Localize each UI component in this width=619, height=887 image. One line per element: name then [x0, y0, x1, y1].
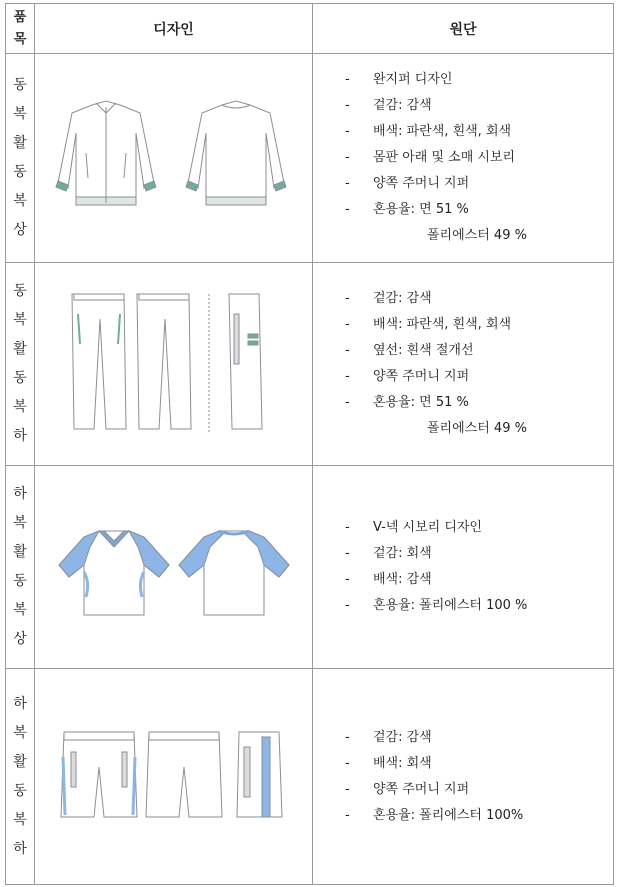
- item-char: 복: [13, 811, 27, 828]
- spec-continuation: 폴리에스터 49 %: [427, 421, 527, 436]
- item-label: [6, 669, 35, 885]
- item-char: 복: [13, 193, 27, 209]
- spec-item: [345, 390, 613, 416]
- spec-text: 몸판 아래 및 소매 시보리: [373, 150, 516, 165]
- bullet-dash: -: [345, 124, 350, 139]
- spec-item: [345, 515, 613, 541]
- fabric-cell: [313, 54, 614, 263]
- item-label: [6, 54, 35, 263]
- fabric-cell: [313, 263, 614, 466]
- spec-text: 양쪽 주머니 지퍼: [373, 369, 470, 384]
- spec-item: [345, 286, 613, 312]
- header-item-char: 목: [13, 31, 27, 47]
- spec-text: 겉감: 감색: [373, 98, 432, 113]
- bullet-dash: -: [345, 150, 350, 165]
- spec-text: 혼용율: 폴리에스터 100 %: [373, 598, 528, 613]
- item-char: 하: [13, 840, 27, 857]
- spec-text: 혼용율: 폴리에스터 100%: [373, 807, 524, 823]
- spec-text: 양쪽 주머니 지퍼: [373, 781, 470, 797]
- bullet-dash: -: [345, 369, 350, 384]
- item-char: 동: [13, 77, 27, 93]
- spec-item: [345, 567, 613, 593]
- winter-jacket-image: [35, 93, 312, 223]
- uniform-spec-table: [5, 3, 614, 885]
- summer-shorts-image: [35, 727, 312, 827]
- bullet-dash: -: [345, 546, 350, 561]
- bullet-dash: -: [345, 317, 350, 332]
- summer-shirt-image: [35, 517, 312, 617]
- design-cell: [35, 54, 313, 263]
- bullet-dash: -: [345, 729, 350, 745]
- spec-item: [345, 777, 613, 803]
- spec-item: [345, 171, 613, 197]
- fabric-cell: [313, 466, 614, 669]
- header-item-char: 품: [13, 9, 27, 25]
- item-char: 동: [13, 573, 27, 589]
- bullet-dash: -: [345, 755, 350, 771]
- spec-item: [345, 541, 613, 567]
- spec-item: [345, 93, 613, 119]
- bullet-dash: -: [345, 781, 350, 797]
- spec-item: [345, 725, 613, 751]
- design-cell: [35, 466, 313, 669]
- item-label: [6, 263, 35, 466]
- bullet-dash: -: [345, 343, 350, 358]
- spec-item: [345, 145, 613, 171]
- header-row: [6, 4, 614, 54]
- spec-text: V-넥 시보리 디자인: [373, 520, 482, 535]
- header-item: [6, 4, 35, 54]
- item-char: 복: [13, 515, 27, 531]
- item-char: 동: [13, 782, 27, 799]
- spec-item: [345, 593, 613, 619]
- spec-text: 혼용율: 면 51 %: [373, 395, 469, 410]
- spec-item: [345, 803, 613, 829]
- spec-list: [313, 725, 613, 829]
- table-row: [6, 54, 614, 263]
- spec-list: [313, 67, 613, 249]
- spec-item: [345, 312, 613, 338]
- item-label: [6, 466, 35, 669]
- bullet-dash: -: [345, 395, 350, 410]
- spec-text: 배색: 감색: [373, 572, 432, 587]
- spec-continuation: 폴리에스터 49 %: [427, 228, 527, 243]
- table-row: [6, 263, 614, 466]
- item-char: 활: [13, 544, 27, 560]
- spec-item: [345, 197, 613, 223]
- header-fabric: 원단: [313, 4, 614, 54]
- item-char: 복: [13, 312, 27, 328]
- table-row: [6, 466, 614, 669]
- item-char: 하: [13, 486, 27, 502]
- bullet-dash: -: [345, 176, 350, 191]
- item-char: 복: [13, 602, 27, 618]
- bullet-dash: -: [345, 98, 350, 113]
- item-char: 상: [13, 631, 27, 647]
- spec-item: [345, 67, 613, 93]
- design-cell: [35, 263, 313, 466]
- bullet-dash: -: [345, 598, 350, 613]
- spec-item: [345, 751, 613, 777]
- bullet-dash: -: [345, 520, 350, 535]
- bullet-dash: -: [345, 572, 350, 587]
- item-char: 복: [13, 724, 27, 741]
- item-char: 하: [13, 428, 27, 444]
- spec-item: [345, 338, 613, 364]
- header-design: 디자인: [35, 4, 313, 54]
- spec-text: 혼용율: 면 51 %: [373, 202, 469, 217]
- item-char: 상: [13, 222, 27, 238]
- item-char: 하: [13, 695, 27, 712]
- item-char: 동: [13, 283, 27, 299]
- item-char: 동: [13, 370, 27, 386]
- spec-list: [313, 515, 613, 619]
- winter-pants-image: [35, 289, 312, 439]
- spec-list: [313, 286, 613, 442]
- design-cell: [35, 669, 313, 885]
- spec-item: [345, 364, 613, 390]
- bullet-dash: -: [345, 72, 350, 87]
- item-char: 활: [13, 753, 27, 770]
- bullet-dash: -: [345, 291, 350, 306]
- spec-text: 완지퍼 디자인: [373, 72, 453, 87]
- table-row: [6, 669, 614, 885]
- spec-text: 겉감: 감색: [373, 291, 432, 306]
- spec-text: 배색: 파란색, 흰색, 회색: [373, 317, 512, 332]
- spec-text: 배색: 회색: [373, 755, 432, 771]
- item-char: 활: [13, 341, 27, 357]
- bullet-dash: -: [345, 202, 350, 217]
- spec-text: 겉감: 회색: [373, 546, 432, 561]
- bullet-dash: -: [345, 807, 350, 823]
- fabric-cell: [313, 669, 614, 885]
- spec-item: [345, 119, 613, 145]
- spec-text: 겉감: 감색: [373, 729, 432, 745]
- spec-text: 옆선: 흰색 절개선: [373, 343, 474, 358]
- spec-text: 양쪽 주머니 지퍼: [373, 176, 470, 191]
- item-char: 활: [13, 135, 27, 151]
- item-char: 복: [13, 399, 27, 415]
- item-char: 동: [13, 164, 27, 180]
- item-char: 복: [13, 106, 27, 122]
- spec-text: 배색: 파란색, 흰색, 회색: [373, 124, 512, 139]
